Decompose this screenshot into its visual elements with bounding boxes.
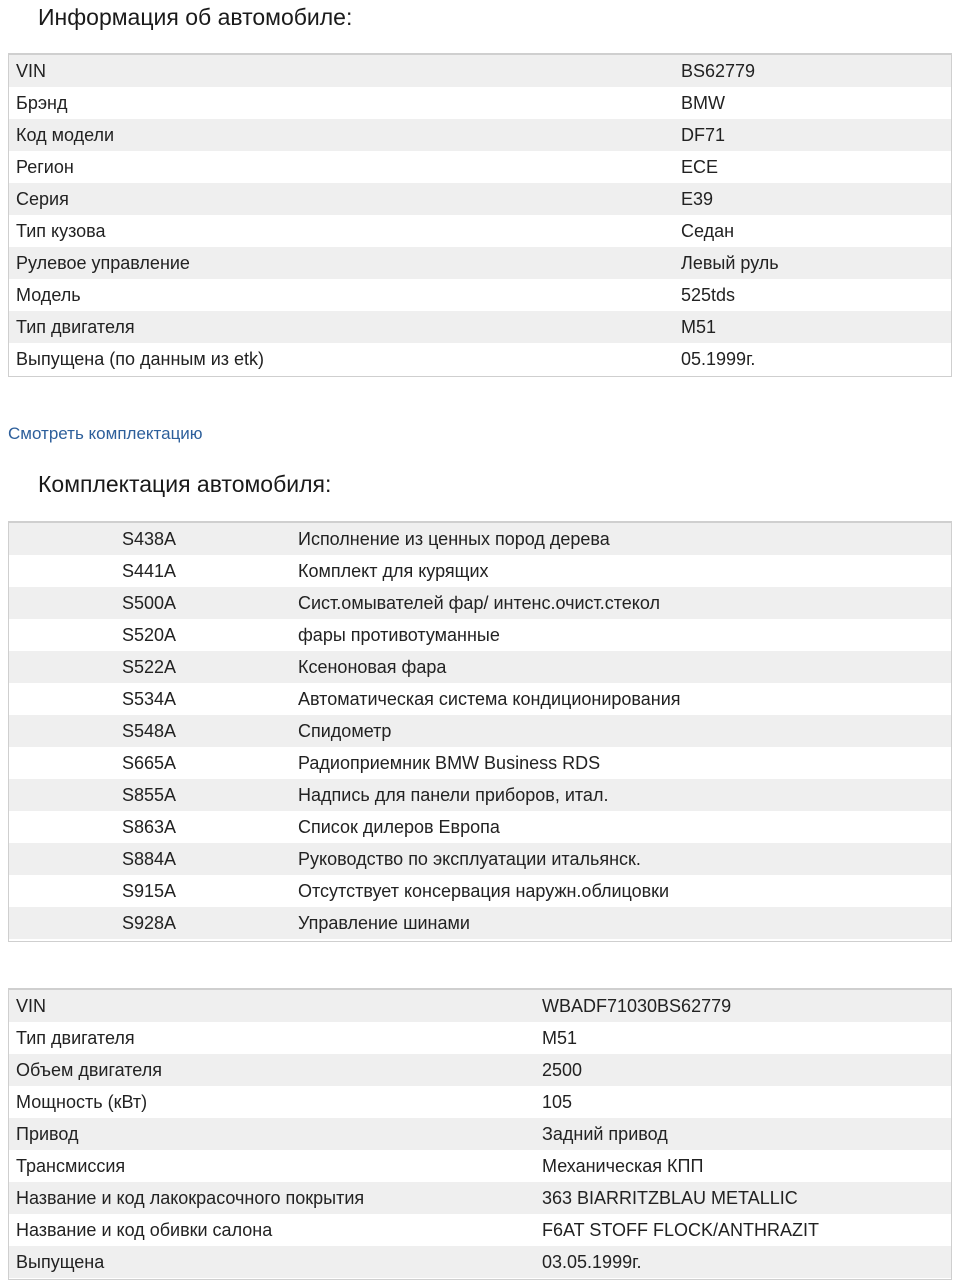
table-row <box>9 279 951 311</box>
table-row <box>9 87 951 119</box>
table-row <box>9 747 951 779</box>
option-description: Сист.омывателей фар/ интенс.очист.стекол <box>298 592 660 613</box>
car-info-table <box>8 53 952 377</box>
option-description: Исполнение из ценных пород дерева <box>298 528 610 549</box>
row-value: M51 <box>681 316 717 337</box>
option-code: S438A <box>122 528 177 549</box>
row-label: Объем двигателя <box>16 1059 162 1080</box>
table-row <box>9 1118 951 1150</box>
table-row <box>9 1022 951 1054</box>
details-table <box>8 988 952 1280</box>
row-value: ECE <box>681 156 719 177</box>
table-row <box>9 523 951 555</box>
row-label: Брэнд <box>16 92 68 113</box>
table-row <box>9 683 951 715</box>
row-label: Регион <box>16 156 74 177</box>
row-label: Название и код обивки салона <box>16 1219 273 1240</box>
table-row <box>9 311 951 343</box>
option-code: S548A <box>122 720 177 741</box>
option-code: S855A <box>122 784 177 805</box>
option-description: фары противотуманные <box>298 624 500 645</box>
option-code: S534A <box>122 688 177 709</box>
row-value: 2500 <box>542 1059 583 1080</box>
table-row <box>9 715 951 747</box>
option-description: Ксеноновая фара <box>298 656 447 677</box>
table-row <box>9 555 951 587</box>
car-info-title: Информация об автомобиле: <box>38 4 353 30</box>
row-label: Модель <box>16 284 81 305</box>
row-label: VIN <box>16 995 47 1016</box>
table-row <box>9 151 951 183</box>
table-row <box>9 1214 951 1246</box>
option-code: S500A <box>122 592 177 613</box>
row-label: Выпущена (по данным из etk) <box>16 348 265 369</box>
view-equipment-link[interactable]: Смотреть комплектацию <box>8 424 203 443</box>
row-value: Задний привод <box>542 1123 668 1144</box>
row-label: VIN <box>16 60 47 81</box>
option-description: Руководство по эксплуатации итальянск. <box>298 848 641 869</box>
option-description: Комплект для курящих <box>298 560 489 581</box>
option-code: S441A <box>122 560 177 581</box>
equipment-title: Комплектация автомобиля: <box>38 471 332 497</box>
row-label: Серия <box>16 188 69 209</box>
row-label: Тип двигателя <box>16 316 135 337</box>
table-row <box>9 183 951 215</box>
row-value: 363 BIARRITZBLAU METALLIC <box>542 1187 798 1208</box>
row-label: Код модели <box>16 124 115 145</box>
table-row <box>9 1246 951 1278</box>
option-code: S863A <box>122 816 177 837</box>
option-code: S928A <box>122 912 177 933</box>
table-row <box>9 247 951 279</box>
row-value: WBADF71030BS62779 <box>542 995 732 1016</box>
equipment-table <box>8 521 952 942</box>
row-label: Трансмиссия <box>16 1155 126 1176</box>
option-description: Список дилеров Европа <box>298 816 500 837</box>
row-value: BMW <box>681 92 725 113</box>
option-code: S520A <box>122 624 177 645</box>
row-value: 105 <box>542 1091 573 1112</box>
row-value: Левый руль <box>681 252 779 273</box>
row-label: Тип двигателя <box>16 1027 135 1048</box>
row-label: Название и код лакокрасочного покрытия <box>16 1187 365 1208</box>
row-value: Механическая КПП <box>542 1155 704 1176</box>
row-value: 05.1999г. <box>681 348 756 369</box>
table-row <box>9 651 951 683</box>
row-value: DF71 <box>681 124 726 145</box>
row-value: M51 <box>542 1027 578 1048</box>
table-row <box>9 907 951 939</box>
row-label: Привод <box>16 1123 79 1144</box>
table-row <box>9 343 951 375</box>
option-code: S915A <box>122 880 177 901</box>
row-label: Рулевое управление <box>16 252 190 273</box>
row-value: Седан <box>681 220 735 241</box>
table-row <box>9 1054 951 1086</box>
table-row <box>9 587 951 619</box>
table-row <box>9 811 951 843</box>
table-row <box>9 1086 951 1118</box>
option-description: Управление шинами <box>298 912 470 933</box>
row-value: 525tds <box>681 284 736 305</box>
option-description: Отсутствует консервация наружн.облицовки <box>298 880 670 901</box>
option-description: Автоматическая система кондиционирования <box>298 688 681 709</box>
table-row <box>9 875 951 907</box>
option-code: S522A <box>122 656 177 677</box>
row-value: BS62779 <box>681 60 756 81</box>
row-value: E39 <box>681 188 714 209</box>
row-value: F6AT STOFF FLOCK/ANTHRAZIT <box>542 1219 820 1240</box>
table-row <box>9 990 951 1022</box>
table-row <box>9 779 951 811</box>
table-row <box>9 1182 951 1214</box>
option-description: Радиоприемник BMW Business RDS <box>298 752 601 773</box>
option-description: Надпись для панели приборов, итал. <box>298 784 609 805</box>
table-row <box>9 619 951 651</box>
option-code: S884A <box>122 848 177 869</box>
row-value: 03.05.1999г. <box>542 1251 642 1272</box>
table-row <box>9 1150 951 1182</box>
row-label: Тип кузова <box>16 220 106 241</box>
table-row <box>9 119 951 151</box>
option-description: Спидометр <box>298 720 392 741</box>
option-code: S665A <box>122 752 177 773</box>
table-row <box>9 215 951 247</box>
table-row <box>9 55 951 87</box>
table-row <box>9 843 951 875</box>
row-label: Выпущена <box>16 1251 105 1272</box>
row-label: Мощность (кВт) <box>16 1091 148 1112</box>
